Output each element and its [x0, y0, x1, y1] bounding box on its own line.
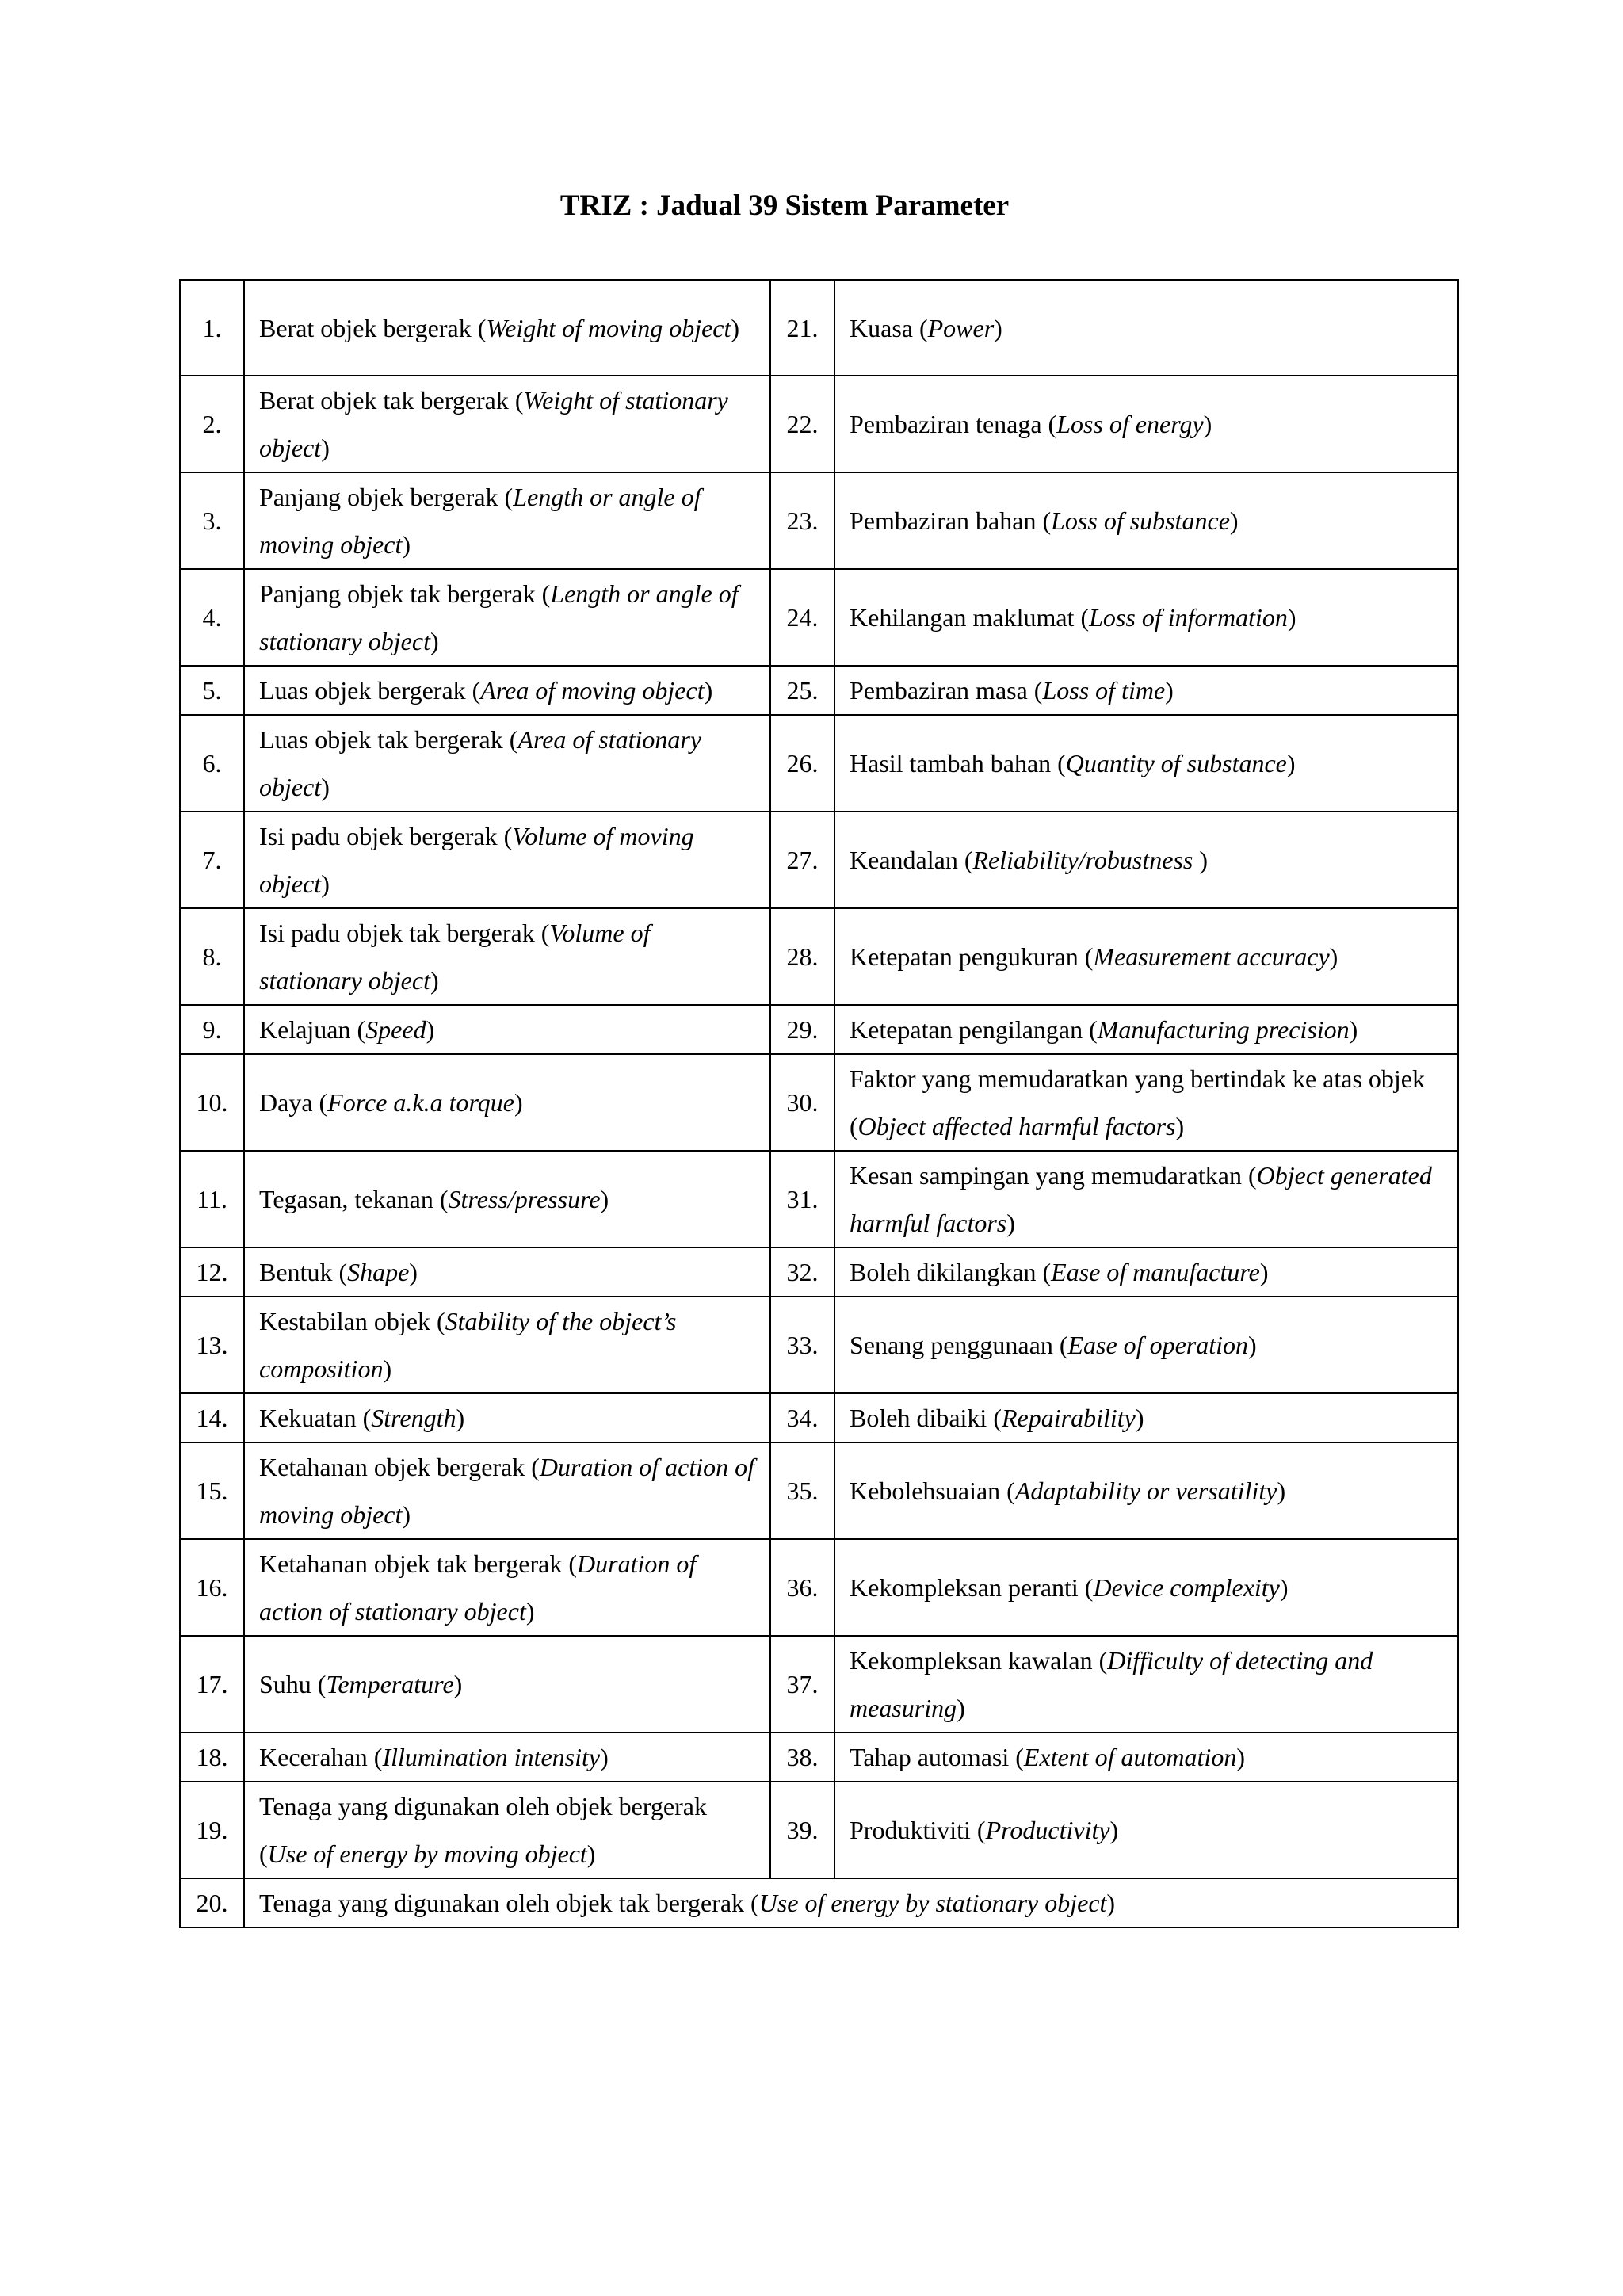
- parameter-number: 23.: [770, 472, 834, 569]
- table-row: [180, 1878, 1458, 1927]
- parameter-name: Panjang objek tak bergerak (Length or angle of stationary object): [244, 569, 770, 666]
- table-row: [180, 715, 1458, 812]
- parameter-name: Bentuk (Shape): [244, 1247, 770, 1297]
- table-row: [180, 1782, 1458, 1878]
- parameter-name: Isi padu objek bergerak (Volume of moving object): [244, 812, 770, 908]
- document-title: TRIZ : Jadual 39 Sistem Parameter: [559, 189, 1010, 222]
- table-row: [180, 1442, 1458, 1539]
- parameter-name: Pembaziran tenaga (Loss of energy): [834, 376, 1458, 472]
- parameter-number: 34.: [770, 1393, 834, 1442]
- parameter-name: Tenaga yang digunakan oleh objek bergerak (Use of energy by moving object): [244, 1782, 770, 1878]
- parameter-number: 3.: [180, 472, 244, 569]
- parameter-name: Kebolehsuaian (Adaptability or versatility): [834, 1442, 1458, 1539]
- parameter-name: Ketepatan pengilangan (Manufacturing precision): [834, 1005, 1458, 1054]
- parameter-name: Tenaga yang digunakan oleh objek tak bergerak (Use of energy by stationary object): [244, 1878, 1458, 1927]
- parameter-number: 11.: [180, 1151, 244, 1247]
- parameter-number: 5.: [180, 666, 244, 715]
- parameter-name: Boleh dibaiki (Repairability): [834, 1393, 1458, 1442]
- parameter-number: 7.: [180, 812, 244, 908]
- table-row: [180, 376, 1458, 472]
- parameter-number: 6.: [180, 715, 244, 812]
- parameter-name: Ketepatan pengukuran (Measurement accuracy): [834, 908, 1458, 1005]
- parameter-name: Kesan sampingan yang memudaratkan (Object generated harmful factors): [834, 1151, 1458, 1247]
- parameter-table: [179, 279, 1459, 1928]
- parameter-number: 37.: [770, 1636, 834, 1733]
- table-row: [180, 1539, 1458, 1636]
- parameter-name: Senang penggunaan (Ease of operation): [834, 1297, 1458, 1393]
- parameter-name: Kekompleksan kawalan (Difficulty of detecting and measuring): [834, 1636, 1458, 1733]
- table-row: [180, 1005, 1458, 1054]
- parameter-name: Berat objek tak bergerak (Weight of stationary object): [244, 376, 770, 472]
- parameter-name: Kestabilan objek (Stability of the object’s composition): [244, 1297, 770, 1393]
- parameter-name: Kuasa (Power): [834, 280, 1458, 376]
- parameter-name: Kehilangan maklumat (Loss of information): [834, 569, 1458, 666]
- parameter-name: Boleh dikilangkan (Ease of manufacture): [834, 1247, 1458, 1297]
- parameter-name: Suhu (Temperature): [244, 1636, 770, 1733]
- parameter-number: 2.: [180, 376, 244, 472]
- parameter-number: 8.: [180, 908, 244, 1005]
- parameter-name: Tahap automasi (Extent of automation): [834, 1733, 1458, 1782]
- parameter-name: Tegasan, tekanan (Stress/pressure): [244, 1151, 770, 1247]
- parameter-name: Kekompleksan peranti (Device complexity): [834, 1539, 1458, 1636]
- parameter-number: 20.: [180, 1878, 244, 1927]
- parameter-number: 35.: [770, 1442, 834, 1539]
- parameter-number: 4.: [180, 569, 244, 666]
- parameter-name: Pembaziran masa (Loss of time): [834, 666, 1458, 715]
- parameter-number: 17.: [180, 1636, 244, 1733]
- parameter-number: 21.: [770, 280, 834, 376]
- parameter-name: Ketahanan objek tak bergerak (Duration of action of stationary object): [244, 1539, 770, 1636]
- parameter-number: 29.: [770, 1005, 834, 1054]
- table-row: [180, 1636, 1458, 1733]
- parameter-name: Faktor yang memudaratkan yang bertindak ke atas objek (Object affected harmful factors): [834, 1054, 1458, 1151]
- table-row: [180, 1733, 1458, 1782]
- parameter-name: Hasil tambah bahan (Quantity of substance): [834, 715, 1458, 812]
- parameter-number: 9.: [180, 1005, 244, 1054]
- parameter-name: Ketahanan objek bergerak (Duration of action of moving object): [244, 1442, 770, 1539]
- parameter-name: Berat objek bergerak (Weight of moving object): [244, 280, 770, 376]
- parameter-number: 18.: [180, 1733, 244, 1782]
- parameter-name: Pembaziran bahan (Loss of substance): [834, 472, 1458, 569]
- parameter-number: 25.: [770, 666, 834, 715]
- parameter-name: Kekuatan (Strength): [244, 1393, 770, 1442]
- parameter-number: 10.: [180, 1054, 244, 1151]
- parameter-name: Keandalan (Reliability/robustness ): [834, 812, 1458, 908]
- parameter-name: Luas objek bergerak (Area of moving object): [244, 666, 770, 715]
- parameter-name: Daya (Force a.k.a torque): [244, 1054, 770, 1151]
- parameter-number: 28.: [770, 908, 834, 1005]
- parameter-number: 38.: [770, 1733, 834, 1782]
- parameter-number: 14.: [180, 1393, 244, 1442]
- parameter-number: 19.: [180, 1782, 244, 1878]
- parameter-number: 26.: [770, 715, 834, 812]
- parameter-name: Produktiviti (Productivity): [834, 1782, 1458, 1878]
- parameter-number: 27.: [770, 812, 834, 908]
- table-row: [180, 1247, 1458, 1297]
- table-row: [180, 666, 1458, 715]
- parameter-number: 1.: [180, 280, 244, 376]
- parameter-number: 32.: [770, 1247, 834, 1297]
- parameter-number: 31.: [770, 1151, 834, 1247]
- table-row: [180, 280, 1458, 376]
- parameter-name: Kecerahan (Illumination intensity): [244, 1733, 770, 1782]
- table-row: [180, 569, 1458, 666]
- parameter-number: 24.: [770, 569, 834, 666]
- parameter-name: Luas objek tak bergerak (Area of stationary object): [244, 715, 770, 812]
- table-row: [180, 812, 1458, 908]
- parameter-number: 22.: [770, 376, 834, 472]
- table-row: [180, 908, 1458, 1005]
- parameter-name: Isi padu objek tak bergerak (Volume of stationary object): [244, 908, 770, 1005]
- parameter-number: 36.: [770, 1539, 834, 1636]
- parameter-name: Panjang objek bergerak (Length or angle of moving object): [244, 472, 770, 569]
- parameter-number: 15.: [180, 1442, 244, 1539]
- table-row: [180, 1393, 1458, 1442]
- parameter-number: 12.: [180, 1247, 244, 1297]
- parameter-name: Kelajuan (Speed): [244, 1005, 770, 1054]
- table-row: [180, 1297, 1458, 1393]
- table-row: [180, 1151, 1458, 1247]
- parameter-number: 39.: [770, 1782, 834, 1878]
- parameter-number: 33.: [770, 1297, 834, 1393]
- parameter-number: 13.: [180, 1297, 244, 1393]
- table-row: [180, 472, 1458, 569]
- table-row: [180, 1054, 1458, 1151]
- parameter-number: 16.: [180, 1539, 244, 1636]
- parameter-number: 30.: [770, 1054, 834, 1151]
